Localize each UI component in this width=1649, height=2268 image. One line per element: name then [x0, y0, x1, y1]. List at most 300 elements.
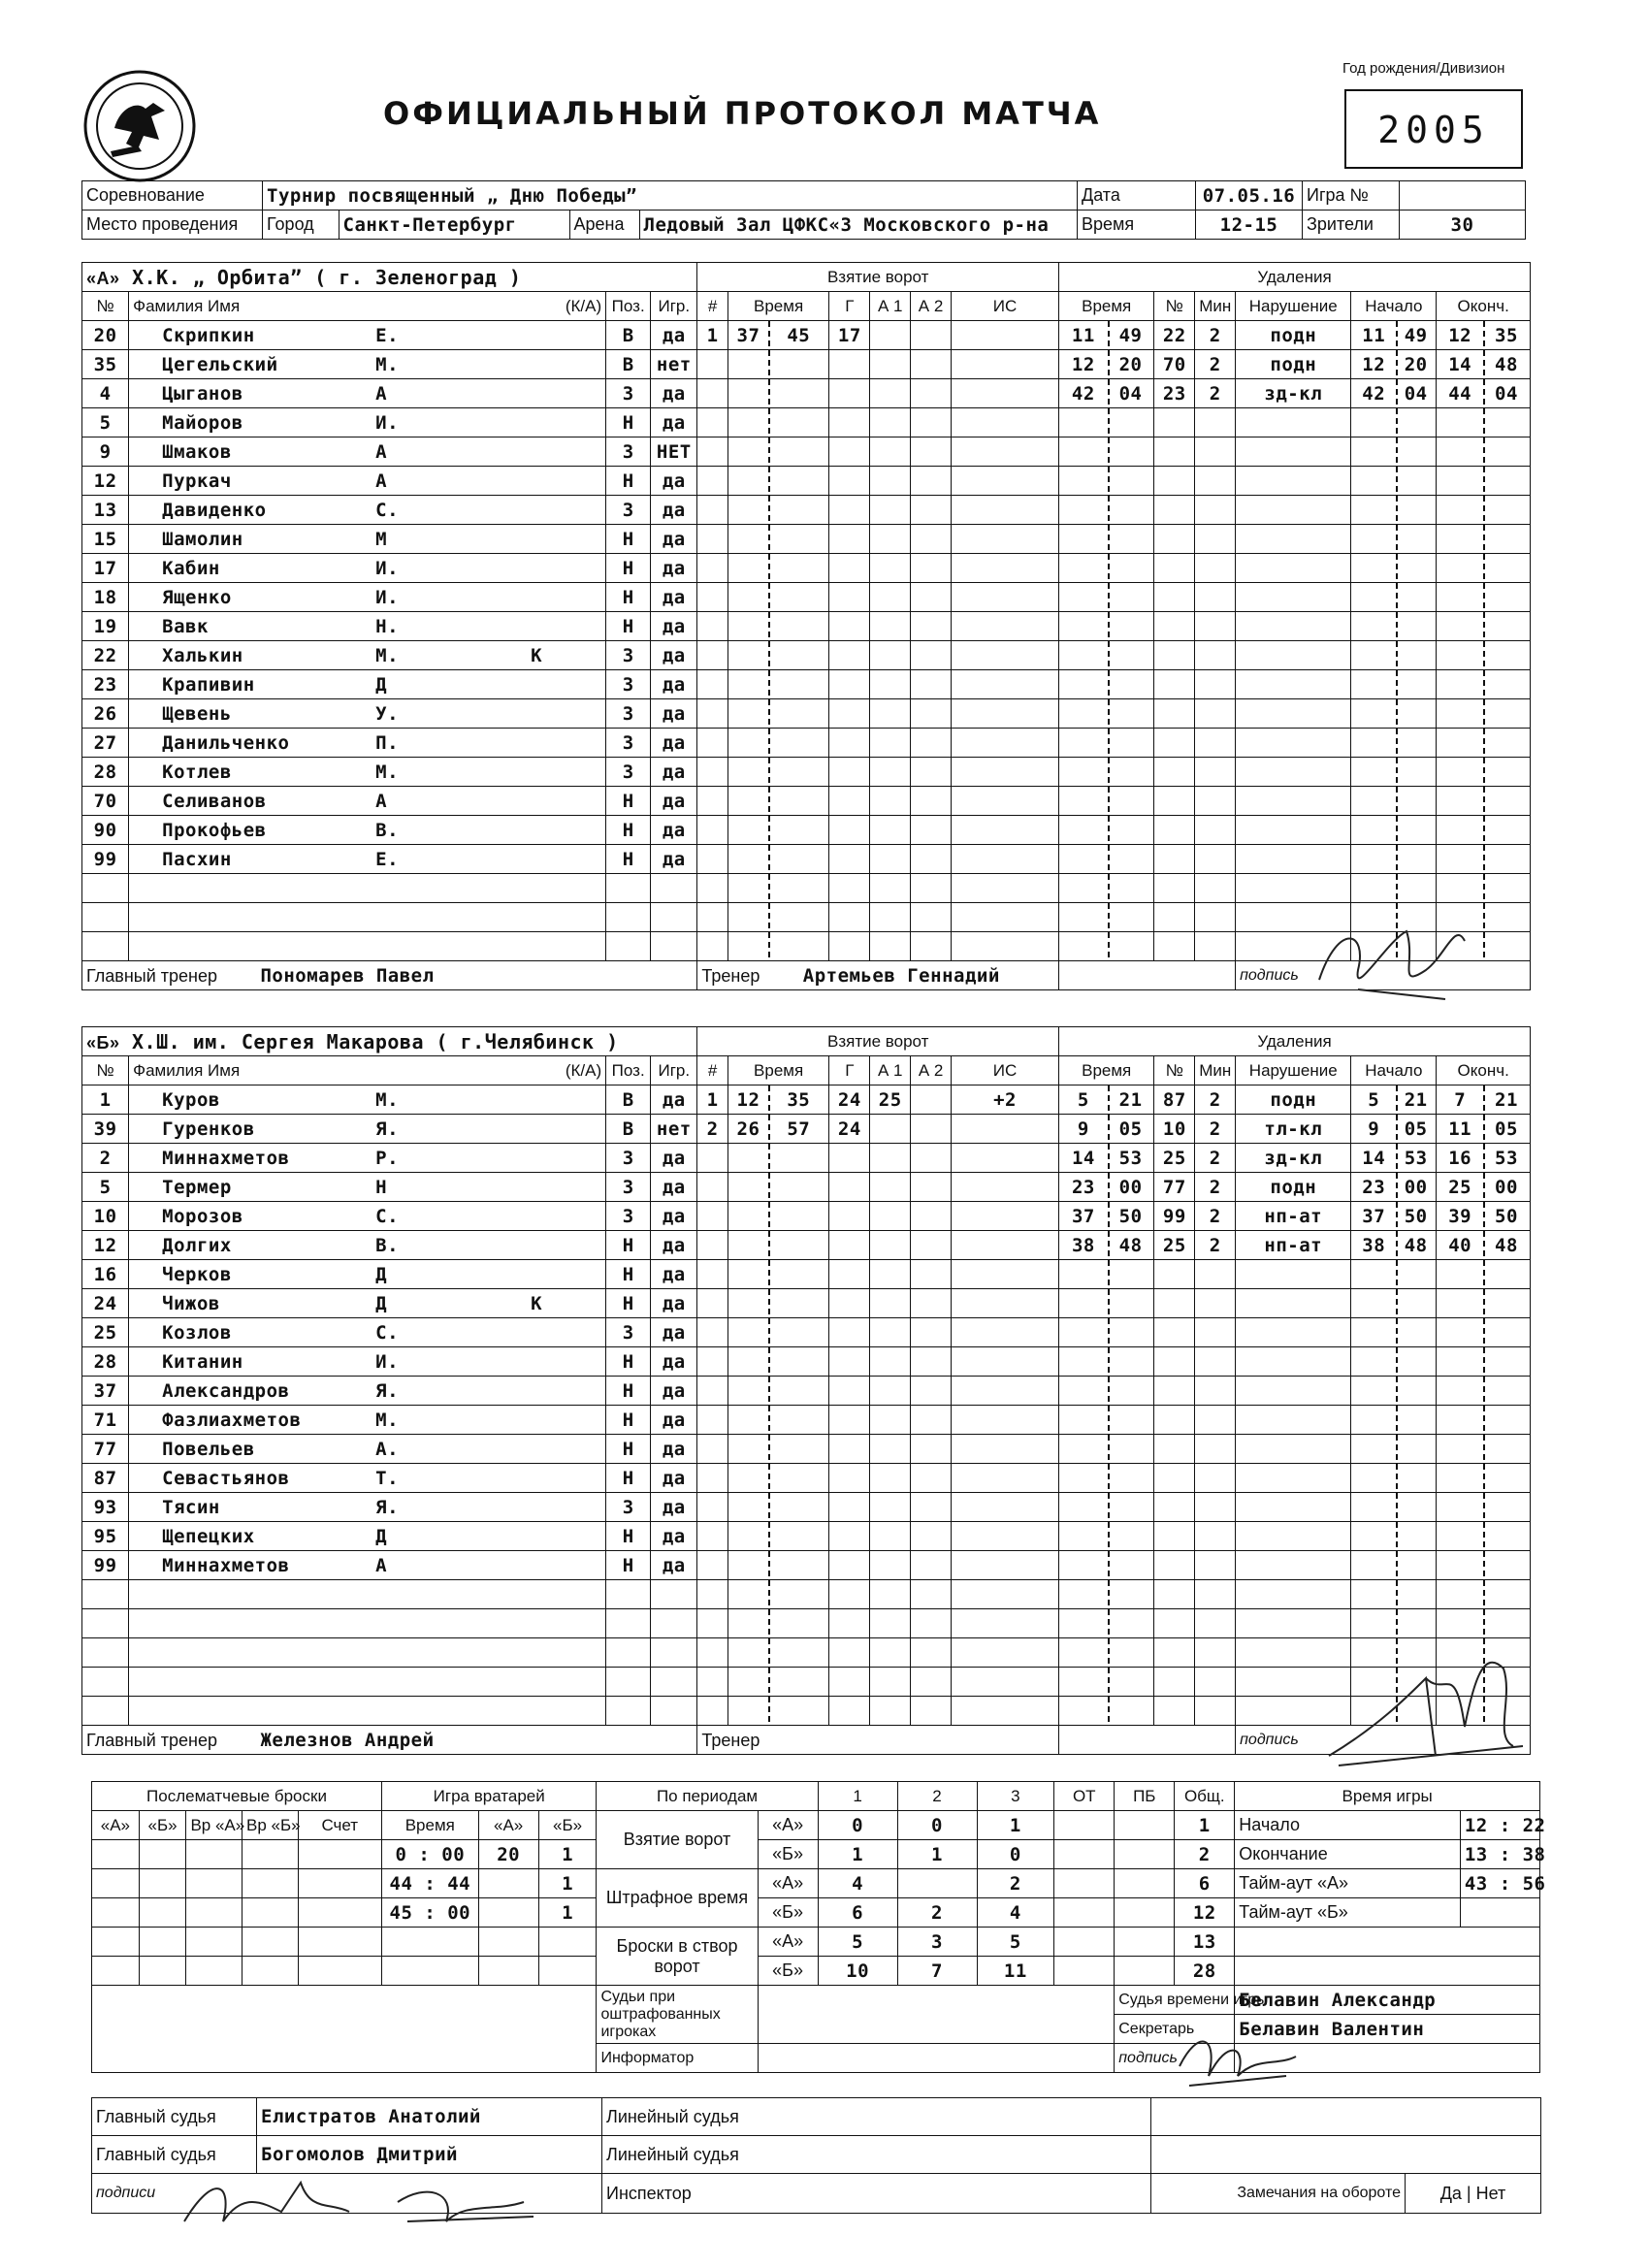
goal-number	[697, 350, 728, 379]
goal-assist-2	[911, 1202, 952, 1231]
penalty-start-minute	[1351, 1377, 1396, 1406]
goal-assist-2	[911, 1609, 952, 1638]
penalty-start-minute	[1351, 408, 1396, 437]
penalty-end-minute	[1437, 583, 1483, 612]
penalty-player	[1154, 1464, 1195, 1493]
player-name: Пуркач А	[129, 467, 606, 496]
goals-row-label: Взятие ворот	[597, 1811, 758, 1869]
penalty-end-minute	[1437, 1318, 1483, 1347]
penalty-player	[1154, 1609, 1195, 1638]
player-number	[82, 1668, 129, 1697]
penalty-violation	[1236, 1289, 1351, 1318]
penalty-player	[1154, 1493, 1195, 1522]
penalty-player	[1154, 1377, 1195, 1406]
penalty-minute	[1059, 758, 1108, 787]
penalty-start-second: 05	[1396, 1115, 1437, 1144]
game-time-header: Время игры	[1235, 1782, 1540, 1811]
goal-number	[697, 874, 728, 903]
player-played	[651, 1609, 697, 1638]
goalie-2-mm: 44	[389, 1872, 413, 1895]
penalty-end-second	[1483, 641, 1531, 670]
team-a-table	[81, 262, 1531, 990]
goal-number	[697, 670, 728, 699]
penalty-start-second	[1396, 1609, 1437, 1638]
team-a-row	[82, 670, 1531, 699]
penalty-start-second	[1396, 1522, 1437, 1551]
team-a-head-coach-label: Главный тренер	[86, 965, 217, 986]
penalty-start-minute	[1351, 758, 1396, 787]
penalty-second	[1108, 1260, 1154, 1289]
player-name: Вавк Н.	[129, 612, 606, 641]
penalty-minute: 11	[1059, 321, 1108, 350]
penalty-start-minute: 23	[1351, 1173, 1396, 1202]
penalty-player	[1154, 1289, 1195, 1318]
penalty-start-second	[1396, 787, 1437, 816]
goal-assist-1	[870, 437, 911, 467]
goal-assist-1	[870, 845, 911, 874]
team-a-tag: «А»	[86, 268, 120, 288]
goal-assist-1	[870, 1580, 911, 1609]
player-played: да	[651, 379, 697, 408]
penalty-end-second	[1483, 525, 1531, 554]
penalty-second: 50	[1108, 1202, 1154, 1231]
player-position: Н	[606, 525, 651, 554]
gt-end-label: Окончание	[1235, 1840, 1461, 1869]
goal-second	[768, 758, 829, 787]
team-b-goals-header: Взятие ворот	[697, 1027, 1059, 1056]
goal-minute	[728, 467, 768, 496]
penalty-violation: нп-ат	[1236, 1202, 1351, 1231]
goal-situation	[952, 1522, 1059, 1551]
penalty-end-minute: 25	[1437, 1173, 1483, 1202]
goal-number	[697, 816, 728, 845]
goalie-3-a	[478, 1898, 538, 1928]
penalty-end-minute	[1437, 554, 1483, 583]
player-played: да	[651, 670, 697, 699]
team-a-row	[82, 699, 1531, 729]
goal-scorer	[829, 816, 870, 845]
goal-assist-1	[870, 467, 911, 496]
player-name: Скрипкин Е.	[129, 321, 606, 350]
penalty-start-minute	[1351, 1493, 1396, 1522]
penalty-start-minute	[1351, 1522, 1396, 1551]
penalty-end-minute: 11	[1437, 1115, 1483, 1144]
penalty-violation	[1236, 583, 1351, 612]
player-position: З	[606, 496, 651, 525]
goal-number	[697, 1668, 728, 1697]
penalty-violation	[1236, 437, 1351, 467]
penalty-minute	[1059, 845, 1108, 874]
player-name: Миннахметов Р.	[129, 1144, 606, 1173]
penalty-minutes	[1195, 670, 1236, 699]
penalty-second	[1108, 525, 1154, 554]
penalty-second	[1108, 787, 1154, 816]
goal-assist-1	[870, 1435, 911, 1464]
penalty-start-second	[1396, 1493, 1437, 1522]
pim-row-label: Штрафное время	[597, 1869, 758, 1928]
goal-assist-2	[911, 408, 952, 437]
player-name: Цегельский М.	[129, 350, 606, 379]
player-name: Фазлиахметов М.	[129, 1406, 606, 1435]
penalty-end-second	[1483, 496, 1531, 525]
goal-number	[697, 758, 728, 787]
goalie-row-3-time: 45 : 00	[381, 1898, 478, 1928]
goal-number	[697, 1173, 728, 1202]
goal-number	[697, 1580, 728, 1609]
penalty-player	[1154, 699, 1195, 729]
player-position: Н	[606, 554, 651, 583]
goalie-1-mm: 0	[395, 1843, 407, 1865]
goal-situation	[952, 583, 1059, 612]
goal-second	[768, 1464, 829, 1493]
player-played: да	[651, 554, 697, 583]
goal-assist-1: 25	[870, 1085, 911, 1115]
goal-assist-2	[911, 1638, 952, 1668]
goal-minute	[728, 1638, 768, 1668]
goal-assist-2	[911, 787, 952, 816]
goal-assist-2	[911, 525, 952, 554]
penalty-end-second	[1483, 787, 1531, 816]
penalty-second	[1108, 1697, 1154, 1726]
goalie-2-b: 1	[538, 1869, 597, 1898]
team-b-head-coach-cell	[82, 1726, 697, 1755]
player-name: Миннахметов А	[129, 1551, 606, 1580]
player-number: 23	[82, 670, 129, 699]
penalty-violation: нп-ат	[1236, 1231, 1351, 1260]
penalty-player	[1154, 903, 1195, 932]
penalty-end-second: 35	[1483, 321, 1531, 350]
shots-b-p2: 7	[897, 1957, 977, 1986]
player-number: 95	[82, 1522, 129, 1551]
player-number	[82, 1697, 129, 1726]
penalty-minutes	[1195, 874, 1236, 903]
penalty-second	[1108, 612, 1154, 641]
goal-number	[697, 525, 728, 554]
penalty-second	[1108, 816, 1154, 845]
penalty-minute	[1059, 1289, 1108, 1318]
penalty-start-minute	[1351, 1406, 1396, 1435]
penalty-second	[1108, 670, 1154, 699]
penalty-end-second: 48	[1483, 350, 1531, 379]
goal-assist-2	[911, 1231, 952, 1260]
penalty-minutes	[1195, 1609, 1236, 1638]
penalty-player	[1154, 845, 1195, 874]
player-played: нет	[651, 1115, 697, 1144]
goal-second	[768, 1493, 829, 1522]
penalty-second	[1108, 583, 1154, 612]
penalty-player	[1154, 1260, 1195, 1289]
player-position	[606, 1580, 651, 1609]
team-a-goals-header: Взятие ворот	[697, 263, 1059, 292]
penalty-start-second	[1396, 1260, 1437, 1289]
goal-number	[697, 379, 728, 408]
team-b-row	[82, 1144, 1531, 1173]
goal-minute	[728, 758, 768, 787]
penalty-second	[1108, 1289, 1154, 1318]
goal-assist-2	[911, 1289, 952, 1318]
penalized-judges-label: Судьи при оштрафованных игроках	[597, 1986, 758, 2044]
penalty-end-second: 21	[1483, 1085, 1531, 1115]
penalty-second	[1108, 1551, 1154, 1580]
goal-assist-2	[911, 1318, 952, 1347]
penalty-end-second	[1483, 816, 1531, 845]
goal-minute	[728, 496, 768, 525]
goal-assist-2	[911, 1435, 952, 1464]
penalty-minutes	[1195, 1289, 1236, 1318]
team-b-col-pen-time: Время	[1059, 1056, 1154, 1085]
goal-number	[697, 1522, 728, 1551]
penalty-end-second: 00	[1483, 1173, 1531, 1202]
goal-situation	[952, 758, 1059, 787]
penalty-player	[1154, 1522, 1195, 1551]
player-position	[606, 1668, 651, 1697]
goal-number	[697, 437, 728, 467]
goalies-col-a: «А»	[478, 1811, 538, 1840]
goal-situation	[952, 1377, 1059, 1406]
player-number	[82, 932, 129, 961]
player-played: да	[651, 1493, 697, 1522]
player-position	[606, 1609, 651, 1638]
player-name: Александров Я.	[129, 1377, 606, 1406]
goalie-1-a: 20	[478, 1840, 538, 1869]
penalty-start-minute	[1351, 1435, 1396, 1464]
goal-assist-1	[870, 1406, 911, 1435]
penalty-end-minute	[1437, 1406, 1483, 1435]
penalty-end-minute	[1437, 1435, 1483, 1464]
team-a-coach-value: Артемьев Геннадий	[802, 964, 1000, 987]
penalty-player	[1154, 612, 1195, 641]
goal-minute	[728, 670, 768, 699]
goal-second	[768, 1522, 829, 1551]
player-played: да	[651, 845, 697, 874]
penalty-end-second	[1483, 758, 1531, 787]
penalty-minutes	[1195, 583, 1236, 612]
goalie-1-ss: 00	[441, 1843, 466, 1865]
goal-second	[768, 1406, 829, 1435]
team-a-col-goal-num: #	[697, 292, 728, 321]
pim-a-tag: «А»	[758, 1869, 818, 1898]
goal-assist-2	[911, 699, 952, 729]
penalty-minute	[1059, 408, 1108, 437]
goal-scorer	[829, 1609, 870, 1638]
pim-a-so	[1115, 1869, 1175, 1898]
pim-a-p1: 4	[818, 1869, 897, 1898]
penalty-minutes	[1195, 1522, 1236, 1551]
penalty-violation: зд-кл	[1236, 379, 1351, 408]
goal-scorer: 17	[829, 321, 870, 350]
goal-minute	[728, 699, 768, 729]
goal-scorer: 24	[829, 1115, 870, 1144]
remarks-no: Нет	[1475, 2183, 1506, 2203]
penalty-start-minute	[1351, 612, 1396, 641]
goal-situation	[952, 1580, 1059, 1609]
goal-assist-2	[911, 1697, 952, 1726]
goal-number	[697, 1493, 728, 1522]
shots-a-so	[1115, 1928, 1175, 1957]
goal-scorer	[829, 379, 870, 408]
goal-situation	[952, 1202, 1059, 1231]
penalty-start-second: 04	[1396, 379, 1437, 408]
goal-minute	[728, 1580, 768, 1609]
penalty-minutes: 2	[1195, 1231, 1236, 1260]
player-position: Н	[606, 1377, 651, 1406]
penalty-start-second: 20	[1396, 350, 1437, 379]
player-position: Н	[606, 787, 651, 816]
spectators-value: 30	[1400, 211, 1526, 240]
goal-second: 45	[768, 321, 829, 350]
informer-label: Информатор	[597, 2044, 758, 2073]
penalty-player	[1154, 670, 1195, 699]
penalty-violation: зд-кл	[1236, 1144, 1351, 1173]
secretary-value: Белавин Валентин	[1235, 2015, 1540, 2044]
team-a-row	[82, 845, 1531, 874]
player-position: З	[606, 1318, 651, 1347]
goal-minute	[728, 1697, 768, 1726]
goal-minute	[728, 612, 768, 641]
penalty-end-second	[1483, 612, 1531, 641]
goal-situation	[952, 350, 1059, 379]
player-played: нет	[651, 350, 697, 379]
player-name: Термер Н	[129, 1173, 606, 1202]
penalty-minutes: 2	[1195, 1115, 1236, 1144]
player-number: 24	[82, 1289, 129, 1318]
goal-number	[697, 903, 728, 932]
penalty-minute: 38	[1059, 1231, 1108, 1260]
penalty-second	[1108, 1580, 1154, 1609]
penalty-end-minute	[1437, 467, 1483, 496]
penalty-second	[1108, 437, 1154, 467]
penalty-minute	[1059, 699, 1108, 729]
goal-number	[697, 612, 728, 641]
penalty-player	[1154, 758, 1195, 787]
player-name: Щепецких Д	[129, 1522, 606, 1551]
goal-number	[697, 583, 728, 612]
penalty-minutes	[1195, 437, 1236, 467]
goal-scorer	[829, 1231, 870, 1260]
team-a-row	[82, 816, 1531, 845]
penalty-end-second	[1483, 699, 1531, 729]
goal-number	[697, 1289, 728, 1318]
goal-minute	[728, 1173, 768, 1202]
goal-second	[768, 1144, 829, 1173]
team-a-col-end: Оконч.	[1437, 292, 1531, 321]
player-name	[129, 1609, 606, 1638]
goal-second	[768, 670, 829, 699]
penalty-violation	[1236, 641, 1351, 670]
shots-a-p2: 3	[897, 1928, 977, 1957]
goal-minute	[728, 554, 768, 583]
player-name: Данильченко П.	[129, 729, 606, 758]
team-a-col-pos: Поз.	[606, 292, 651, 321]
remarks-yes-no: Да | Нет	[1406, 2174, 1541, 2214]
player-position: Н	[606, 1260, 651, 1289]
goal-scorer	[829, 729, 870, 758]
goals-a-ot	[1054, 1811, 1115, 1840]
goal-scorer	[829, 787, 870, 816]
penalty-minutes	[1195, 612, 1236, 641]
penalty-minutes	[1195, 408, 1236, 437]
penalty-start-second	[1396, 699, 1437, 729]
penalty-minutes	[1195, 1493, 1236, 1522]
goal-minute	[728, 932, 768, 961]
player-played: да	[651, 1289, 697, 1318]
player-number	[82, 874, 129, 903]
penalty-minutes	[1195, 845, 1236, 874]
penalty-start-minute: 14	[1351, 1144, 1396, 1173]
penalty-minute: 5	[1059, 1085, 1108, 1115]
goal-number	[697, 1202, 728, 1231]
penalty-end-minute	[1437, 612, 1483, 641]
year-division-value: 2005	[1377, 109, 1490, 151]
penalty-end-minute	[1437, 1289, 1483, 1318]
penalty-start-second	[1396, 1580, 1437, 1609]
penalty-player	[1154, 932, 1195, 961]
penalty-minutes	[1195, 758, 1236, 787]
goalie-row-2-time: 44 : 44	[381, 1869, 478, 1898]
penalty-violation	[1236, 1464, 1351, 1493]
penalty-player	[1154, 408, 1195, 437]
goal-second	[768, 1377, 829, 1406]
team-a-row	[82, 874, 1531, 903]
player-number: 28	[82, 1347, 129, 1377]
goal-assist-2	[911, 1406, 952, 1435]
penalty-minutes: 2	[1195, 321, 1236, 350]
goal-number	[697, 1260, 728, 1289]
player-played: да	[651, 758, 697, 787]
goal-situation	[952, 1231, 1059, 1260]
penalty-minutes	[1195, 1580, 1236, 1609]
team-b-col-start: Начало	[1351, 1056, 1437, 1085]
team-a-row	[82, 321, 1531, 350]
player-number: 22	[82, 641, 129, 670]
player-played: да	[651, 1260, 697, 1289]
penalty-end-minute	[1437, 699, 1483, 729]
player-position: Н	[606, 408, 651, 437]
goal-second	[768, 787, 829, 816]
goal-second	[768, 1347, 829, 1377]
penalty-minute	[1059, 467, 1108, 496]
team-a-row	[82, 467, 1531, 496]
penalty-player	[1154, 583, 1195, 612]
team-a-col-num: №	[82, 292, 129, 321]
penalty-player: 10	[1154, 1115, 1195, 1144]
goals-b-so	[1115, 1840, 1175, 1869]
goal-minute	[728, 379, 768, 408]
player-position: В	[606, 321, 651, 350]
team-a-col-pen-num: №	[1154, 292, 1195, 321]
penalty-minute	[1059, 932, 1108, 961]
shots-a-p1: 5	[818, 1928, 897, 1957]
penalty-violation: тл-кл	[1236, 1115, 1351, 1144]
penalty-start-second	[1396, 1435, 1437, 1464]
match-info-table	[81, 180, 1526, 240]
team-a-col-start: Начало	[1351, 292, 1437, 321]
goal-minute	[728, 787, 768, 816]
head-ref-2-value: Богомолов Дмитрий	[257, 2136, 602, 2174]
goalies-col-time: Время	[381, 1811, 478, 1840]
player-name: Халькин М. К	[129, 641, 606, 670]
penalty-minute	[1059, 1435, 1108, 1464]
goal-number	[697, 1435, 728, 1464]
team-b-col-g: Г	[829, 1056, 870, 1085]
goal-situation	[952, 379, 1059, 408]
goal-assist-2	[911, 816, 952, 845]
penalty-player: 99	[1154, 1202, 1195, 1231]
team-b-row	[82, 1115, 1531, 1144]
penalty-player	[1154, 787, 1195, 816]
player-played: да	[651, 583, 697, 612]
team-b-penalties-header: Удаления	[1059, 1027, 1531, 1056]
